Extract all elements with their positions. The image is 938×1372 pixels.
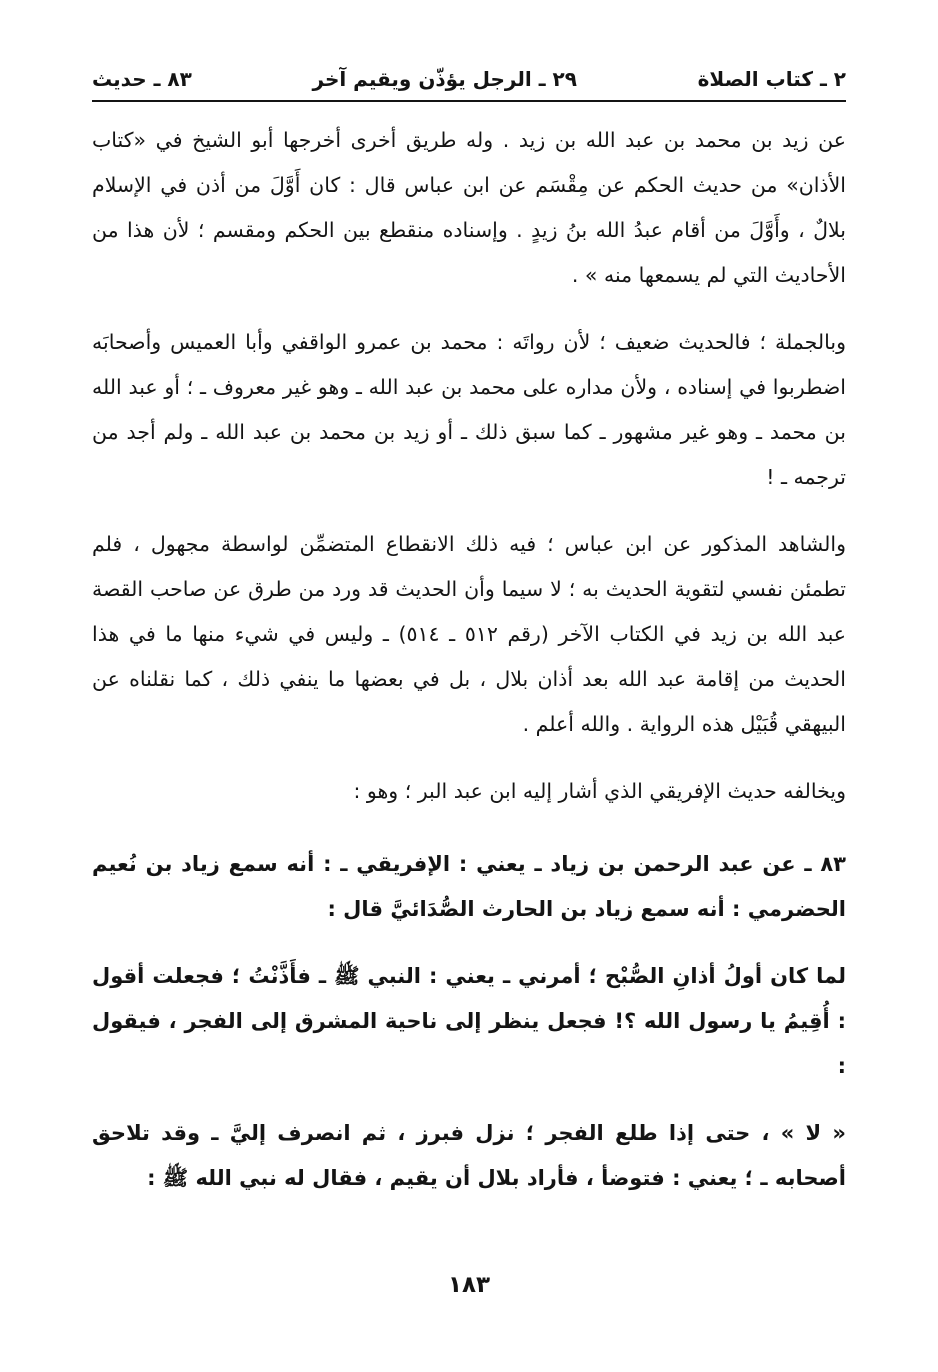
commentary-paragraph-4: ويخالفه حديث الإفريقي الذي أشار إليه ابن عبد البر ؛ وهو : (353, 779, 846, 803)
hadith-text-1: لما كان أولُ أذانِ الصُّبْح ؛ أمرني ـ يعني : النبي ﷺ ـ فأَذَّنْتُ ؛ فجعلت أقول : أُقِيمُ يا رسول الله ؟! فجعل ينظر إلى ناحية المشرق إلى الفجر ، فيقول : (92, 964, 846, 1078)
header-book-title: ٢ ـ كتاب الصلاة (697, 67, 846, 91)
commentary-paragraph-3: والشاهد المذكور عن ابن عباس ؛ فيه ذلك الانقطاع المتضمِّن لواسطة مجهول ، فلم تطمئن نفسي لتقوية الحديث به ؛ لا سيما وأن الحديث قد ورد من طرق عن صاحب القصة عبد الله بن زيد في الكتاب الآخر (رقم ٥١٢ ـ ٥١٤) ـ وليس في شيء منها ما في هذا الحديث من إقامة عبد الله بعد أذان بلال ، بل في بعضها ما ينفي ذلك ، كما نقلناه عن البيهقي قُبَيْل هذه الرواية . والله أعلم . (92, 532, 847, 736)
header-chapter-title: ٢٩ ـ الرجل يؤذّن ويقيم آخر (312, 67, 577, 91)
commentary-paragraph-2: وبالجملة ؛ فالحديث ضعيف ؛ لأن رواتَه : محمد بن عمرو الواقفي وأبا العميس وأصحابَه اضطربوا في إسناده ، ولأن مداره على محمد بن عبد الله ـ وهو غير معروف ـ ؛ أو عبد الله بن محمد ـ وهو غير مشهور ـ كما سبق ذلك ـ أو زيد بن محمد بن عبد الله ـ ولم أجد من ترجمه ـ ! (92, 330, 846, 489)
page-number: ١٨٣ (447, 1272, 491, 1298)
running-header (92, 62, 846, 96)
hadith-text-2: « لا » ، حتى إذا طلع الفجر ؛ نزل فبرز ، ثم انصرف إليَّ ـ وقد تلاحق أصحابه ـ ؛ يعني : فتوضأ ، فأراد بلال أن يقيم ، فقال له نبي الله ﷺ : (92, 1121, 846, 1190)
header-hadith-number: ٨٣ ـ حديث (92, 67, 192, 91)
commentary-paragraph-1: عن زيد بن محمد بن عبد الله بن زيد . وله طريق أخرى أخرجها أبو الشيخ في «كتاب الأذان» من حديث الحكم عن مِقْسَم عن ابن عباس قال : كان أَوَّلَ من أذن في الإسلام بلالٌ ، وأَوَّلَ من أقام عبدُ الله بنُ زيدٍ . وإسناده منقطع بين الحكم ومقسم ؛ لأن هذا من الأحاديث التي لم يسمعها منه » . (92, 128, 846, 287)
hadith-isnad: ٨٣ ـ عن عبد الرحمن بن زياد ـ يعني : الإفريقي ـ : أنه سمع زياد بن نُعيم الحضرمي : أنه سمع زياد بن الحارث الصُّدَائيَّ قال : (92, 852, 846, 921)
page-body (92, 118, 846, 1223)
header-rule (92, 100, 846, 102)
